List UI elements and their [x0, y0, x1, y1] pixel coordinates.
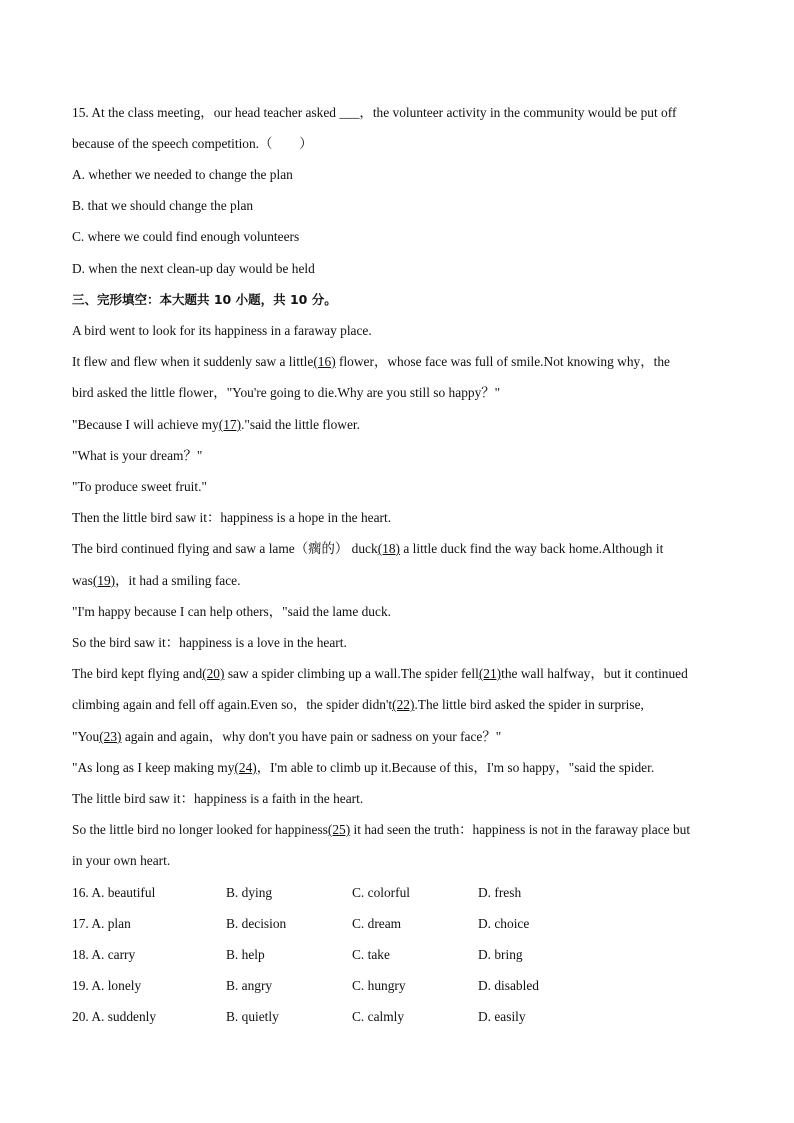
- passage-line: "You(23) again and again，why don't you have pain or sadness on your face？": [72, 729, 502, 744]
- option-d: D. bring: [478, 947, 523, 962]
- option-d: D. easily: [478, 1009, 526, 1024]
- option-b: B. decision: [226, 916, 287, 931]
- option-b: B. quietly: [226, 1009, 279, 1024]
- option-a: 16. A. beautiful: [72, 885, 156, 900]
- passage-line: It flew and flew when it suddenly saw a little(16) flower，whose face was full of smile.Not knowing why，the: [72, 354, 670, 369]
- blank-23: (23): [99, 729, 122, 744]
- blank-20: (20): [202, 666, 225, 681]
- passage-line: Then the little bird saw it：happiness is a hope in the heart.: [72, 510, 392, 525]
- option-a: 18. A. carry: [72, 947, 136, 962]
- blank-21: (21): [478, 666, 502, 681]
- option-a: 17. A. plan: [72, 916, 131, 931]
- option-a: 19. A. lonely: [72, 978, 142, 993]
- option-b: B. dying: [226, 885, 273, 900]
- passage-line: in your own heart.: [72, 853, 171, 868]
- option-d: D. choice: [478, 916, 530, 931]
- passage-line: was(19)，it had a smiling face.: [72, 573, 241, 588]
- option-c: C. hungry: [352, 978, 406, 993]
- option-b: B. angry: [226, 978, 273, 993]
- passage-line: So the bird saw it：happiness is a love in the heart.: [72, 635, 347, 650]
- q15-option-b: B. that we should change the plan: [72, 198, 254, 213]
- passage-line: "As long as I keep making my(24)，I'm able to climb up it.Because of this，I'm so happy，"said the spider.: [72, 760, 655, 775]
- blank-25: (25): [327, 822, 351, 837]
- q15-option-d: D. when the next clean-up day would be held: [72, 261, 315, 276]
- passage-line: bird asked the little flower，"You're going to die.Why are you still so happy？": [72, 385, 501, 400]
- option-d: D. disabled: [478, 978, 539, 993]
- passage-line: The bird continued flying and saw a lame（瘸的） duck(18) a little duck find the way back home.Although it: [72, 541, 664, 556]
- blank-24: (24): [234, 760, 257, 775]
- passage-line: "What is your dream？": [72, 448, 203, 463]
- blank-22: (22): [392, 697, 415, 712]
- passage-line: The bird kept flying and(20) saw a spider climbing up a wall.The spider fell(21)the wall halfway，but it continued: [72, 666, 688, 681]
- q15-stem-line1: 15. At the class meeting，our head teacher asked ___，the volunteer activity in the community would be put off: [72, 105, 677, 120]
- section-heading: 三、完形填空：本大题共 10 小题，共 10 分。: [72, 292, 337, 307]
- passage-line: So the little bird no longer looked for happiness(25) it had seen the truth：happiness is not in the faraway place but: [72, 822, 691, 837]
- option-a: 20. A. suddenly: [72, 1009, 157, 1024]
- q15-option-a: A. whether we needed to change the plan: [72, 167, 293, 182]
- option-c: C. take: [352, 947, 390, 962]
- blank-16: (16): [313, 354, 336, 369]
- option-b: B. help: [226, 947, 265, 962]
- blank-19: (19): [92, 573, 116, 588]
- passage-line: "I'm happy because I can help others，"said the lame duck.: [72, 604, 391, 619]
- option-c: C. calmly: [352, 1009, 405, 1024]
- blank-18: (18): [377, 541, 400, 556]
- q15-stem-line2: because of the speech competition.（ ）: [72, 136, 313, 151]
- option-c: C. colorful: [352, 885, 411, 900]
- passage-line: The little bird saw it：happiness is a faith in the heart.: [72, 791, 364, 806]
- passage-line: climbing again and fell off again.Even so，the spider didn't(22).The little bird asked the spider in surprise,: [72, 697, 644, 712]
- q15-option-c: C. where we could find enough volunteers: [72, 229, 300, 244]
- passage-line: "Because I will achieve my(17)."said the little flower.: [72, 417, 360, 432]
- option-d: D. fresh: [478, 885, 522, 900]
- blank-17: (17): [218, 417, 242, 432]
- passage-line: A bird went to look for its happiness in a faraway place.: [72, 323, 372, 338]
- option-c: C. dream: [352, 916, 402, 931]
- passage-line: "To produce sweet fruit.": [72, 479, 207, 494]
